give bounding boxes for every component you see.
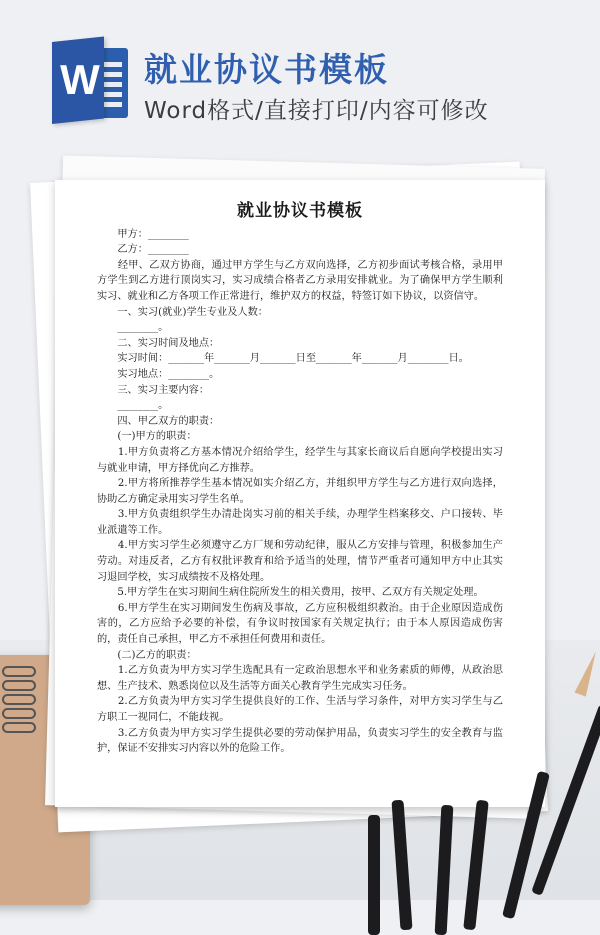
party-a-duty-4: 4.甲方实习学生必须遵守乙方厂规和劳动纪律，服从乙方安排与管理，积极参加生产劳动。对违反者，乙方有权批评教育和给予适当的处理，情节严重者可通知甲方中止其实习退回学校，实习成绩按不及格处理。 <box>97 540 503 583</box>
party-b-duty-3: 3.乙方负责为甲方实习学生提供必要的劳动保护用品，负责实习学生的安全教育与监护，保证不安排实习内容以外的危险工作。 <box>97 727 503 755</box>
section-2-heading: 二、实习时间及地点： <box>97 337 220 349</box>
section-4-heading: 四、甲乙双方的职责： <box>97 415 220 427</box>
intro-paragraph: 经甲、乙双方协商，通过甲方学生与乙方双向选择，乙方初步面试考核合格，录用甲方学生到乙方进行顶岗实习，实习成绩合格者乙方录用安排就业。为了确保甲方学生顺利实习、就业和乙方各项工作正常进行，维护双方的权益，特签订如下协议，以资信守。 <box>97 259 503 302</box>
party-b-line: 乙方：________ <box>97 244 189 256</box>
section-1-blank: ________。 <box>97 322 169 334</box>
party-b-duty-1: 1.乙方负责为甲方实习学生选配具有一定政治思想水平和业务素质的师傅，从政治思想、生产技术、熟悉岗位以及生活等方面关心教育学生完成实习任务。 <box>97 665 503 692</box>
banner-header <box>52 40 572 140</box>
party-a-line: 甲方：________ <box>97 228 189 240</box>
document-page <box>55 180 545 807</box>
internship-location: 实习地点：________。 <box>97 368 220 380</box>
section-3-heading: 三、实习主要内容： <box>97 384 210 396</box>
section-3-blank: ________。 <box>97 400 169 412</box>
party-a-duty-3: 3.甲方负责组织学生办清赴岗实习前的相关手续，办理学生档案移交、户口接转、毕业派遣等工作。 <box>97 509 503 536</box>
notebook-rings <box>0 666 40 766</box>
party-b-duties-heading: (二)乙方的职责： <box>97 649 197 661</box>
word-logo-letter: W <box>60 56 100 103</box>
party-a-duty-2: 2.甲方将所推荐学生基本情况如实介绍乙方，并组织甲方学生与乙方进行双向选择，协助乙方确定录用实习学生名单。 <box>97 478 503 505</box>
banner-subtitle: Word格式/直接打印/内容可修改 <box>144 98 489 124</box>
party-b-duty-2: 2.乙方负责为甲方实习学生提供良好的工作、生活与学习条件，对甲方实习学生与乙方职工一视同仁，不能歧视。 <box>97 696 503 723</box>
document-body <box>97 201 503 757</box>
pencil-decoration <box>368 815 380 935</box>
banner-title: 就业协议书模板 <box>144 50 389 89</box>
party-a-duty-1: 1.甲方负责将乙方基本情况介绍给学生，经学生与其家长商议后自愿向学校提出实习与就业申请，甲方择优向乙方推荐。 <box>97 446 503 474</box>
section-1-heading: 一、实习(就业)学生专业及人数： <box>97 306 268 318</box>
internship-period: 实习时间：_______年_______月_______日至_______年_______月________日。 <box>97 353 469 365</box>
word-logo-icon <box>52 42 130 124</box>
party-a-duty-5: 5.甲方学生在实习期间生病住院所发生的相关费用，按甲、乙双方有关规定处理。 <box>97 587 484 599</box>
party-a-duty-6: 6.甲方学生在实习期间发生伤病及事故，乙方应积极组织救治。由于企业原因造成伤害的，乙方应给予必要的补偿，有争议时按国家有关规定执行；由于本人原因造成伤害的，责任自己承担，甲乙方不承担任何费用和责任。 <box>97 602 503 646</box>
document-title: 就业协议书模板 <box>237 201 363 221</box>
party-a-duties-heading: (一)甲方的职责： <box>97 431 197 443</box>
